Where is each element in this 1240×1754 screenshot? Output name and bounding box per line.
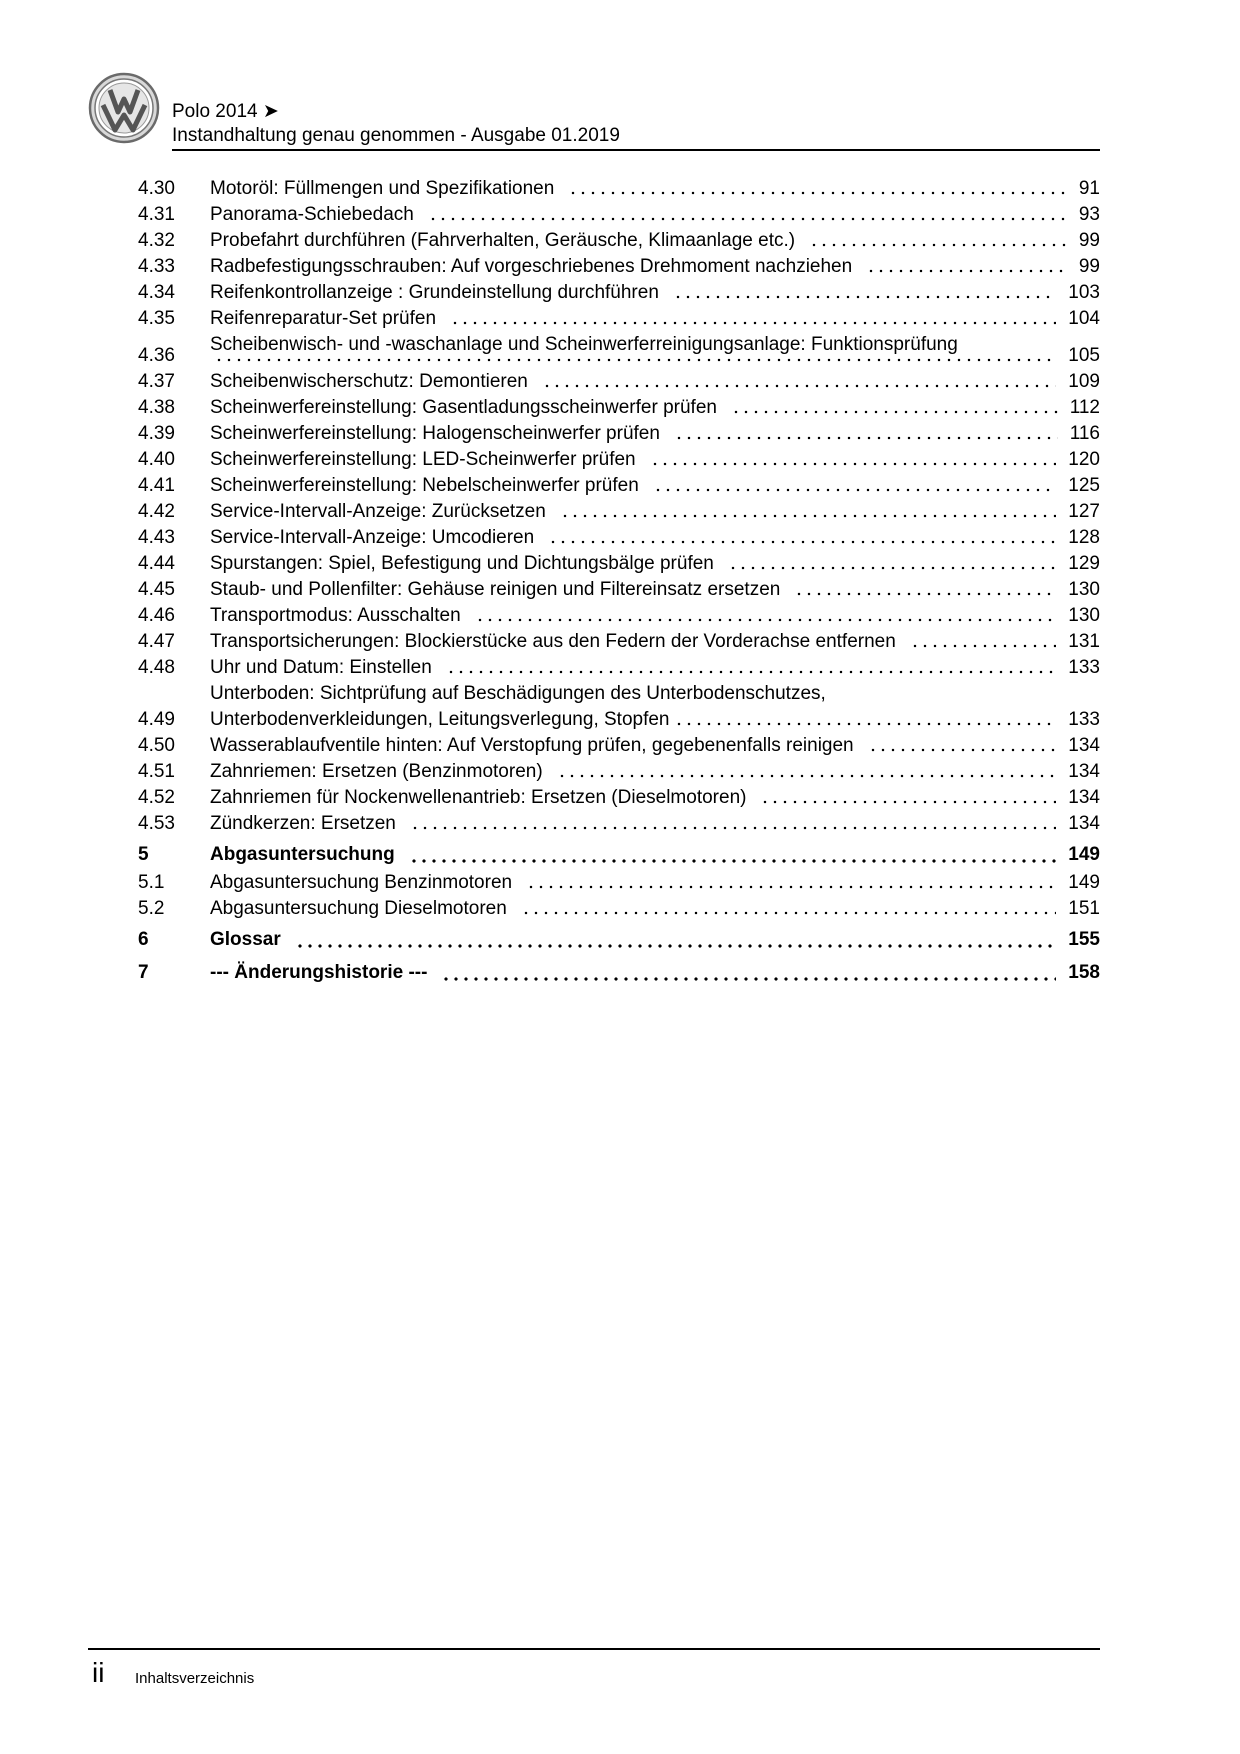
toc-entry-page: 134 xyxy=(1068,761,1100,782)
toc-entry[interactable] xyxy=(138,924,1100,955)
toc-entry-page: 93 xyxy=(1078,204,1100,225)
toc-entry-title-cell xyxy=(210,924,1068,955)
toc-entry-page: 116 xyxy=(1069,423,1100,444)
toc-entry-page: 155 xyxy=(1068,929,1100,950)
dot-leader xyxy=(731,410,1058,414)
toc-entry-title: Abgasuntersuchung xyxy=(210,844,395,865)
dot-leader xyxy=(728,566,1056,570)
toc-entry[interactable] xyxy=(138,839,1100,870)
toc-entry[interactable] xyxy=(138,395,1100,421)
toc-entry[interactable] xyxy=(138,629,1100,655)
toc-entry-page: 131 xyxy=(1068,631,1100,652)
toc-entry-title: Staub- und Pollenfilter: Gehäuse reinigen und Filtereinsatz ersetzen xyxy=(210,579,781,600)
toc-entry[interactable] xyxy=(138,228,1100,254)
toc-entry-page: 99 xyxy=(1078,256,1100,277)
toc-entry-title: Service-Intervall-Anzeige: Umcodieren xyxy=(210,527,535,548)
toc-entry-title: Uhr und Datum: Einstellen xyxy=(210,657,432,678)
toc-entry-number: 4.47 xyxy=(138,631,175,652)
toc-entry-title: Scheinwerfereinstellung: Gasentladungsscheinwerfer prüfen xyxy=(210,397,717,418)
dot-leader xyxy=(446,670,1057,674)
dot-leader xyxy=(653,488,1057,492)
toc-entry-page: 158 xyxy=(1068,962,1100,983)
toc-entry-number: 5.2 xyxy=(138,898,165,919)
toc-entry-title: Radbefestigungsschrauben: Auf vorgeschriebenes Drehmoment nachziehen xyxy=(210,256,853,277)
toc-entry-title: Service-Intervall-Anzeige: Zurücksetzen xyxy=(210,501,546,522)
toc-entry[interactable] xyxy=(138,254,1100,280)
toc-entry-page: 128 xyxy=(1068,527,1100,548)
toc-entry-number: 4.40 xyxy=(138,449,175,470)
dot-leader xyxy=(410,826,1056,830)
toc-entry-title: Reifenkontrollanzeige : Grundeinstellung durchführen xyxy=(210,282,659,303)
vw-logo-icon xyxy=(88,72,160,144)
dot-leader xyxy=(548,540,1056,544)
toc-entry-title: Spurstangen: Spiel, Befestigung und Dichtungsbälge prüfen xyxy=(210,553,714,574)
toc-entry-page: 103 xyxy=(1068,282,1100,303)
toc-entry-title-cell xyxy=(210,254,1079,280)
toc-entry-title: Transportmodus: Ausschalten xyxy=(210,605,461,626)
toc-entry[interactable] xyxy=(138,551,1100,577)
toc-entry-number: 4.33 xyxy=(138,256,175,277)
toc-entry-page: 130 xyxy=(1068,605,1100,626)
dot-leader xyxy=(866,269,1067,273)
toc-entry-number: 4.42 xyxy=(138,501,175,522)
toc-entry-number: 5 xyxy=(138,844,149,865)
toc-entry[interactable] xyxy=(138,473,1100,499)
toc-entry[interactable] xyxy=(138,603,1100,629)
toc-entry-title: Abgasuntersuchung Dieselmotoren xyxy=(210,898,507,919)
toc-entry-number: 4.39 xyxy=(138,423,175,444)
toc-entry-title-cell xyxy=(210,896,1068,922)
toc-entry[interactable] xyxy=(138,369,1100,395)
toc-entry-title: Scheibenwisch- und -waschanlage und Scheinwerferreinigungsanlage: Funktionsprüfung xyxy=(210,334,958,355)
toc-entry-number: 5.1 xyxy=(138,872,165,893)
toc-entry-title-cell xyxy=(210,785,1068,811)
dot-leader xyxy=(441,977,1056,981)
toc-entry-title-cell xyxy=(210,733,1068,759)
toc-entry-number: 4.34 xyxy=(138,282,175,303)
dot-leader xyxy=(214,358,1056,362)
toc-entry[interactable] xyxy=(138,655,1100,681)
dot-leader xyxy=(794,592,1056,596)
toc-entry-page: 130 xyxy=(1068,579,1100,600)
toc-entry-number: 4.32 xyxy=(138,230,175,251)
toc-entry-number: 4.30 xyxy=(138,178,175,199)
toc-entry-title: Probefahrt durchführen (Fahrverhalten, Geräusche, Klimaanlage etc.) xyxy=(210,230,796,251)
dot-leader xyxy=(557,774,1057,778)
toc-entry-number: 4.49 xyxy=(138,709,175,730)
toc-entry-number: 4.53 xyxy=(138,813,175,834)
toc-entry-title: Scheinwerfereinstellung: Nebelscheinwerfer prüfen xyxy=(210,475,639,496)
toc-entry-page: 109 xyxy=(1068,371,1100,392)
header-divider xyxy=(172,149,1100,151)
toc-entry-title-cell xyxy=(210,280,1068,306)
dot-leader xyxy=(428,217,1067,221)
toc-entry-continuation xyxy=(210,707,1068,733)
dot-leader xyxy=(673,295,1056,299)
toc-entry[interactable] xyxy=(138,332,1100,369)
toc-entry-title: Scheinwerfereinstellung: LED-Scheinwerfer prüfen xyxy=(210,449,636,470)
dot-leader xyxy=(295,944,1057,948)
toc-entry-number: 4.52 xyxy=(138,787,175,808)
toc-entry-number: 4.35 xyxy=(138,308,175,329)
dot-leader xyxy=(560,514,1056,518)
toc-entry-title: Reifenreparatur-Set prüfen xyxy=(210,308,437,329)
toc-entry-title-cell xyxy=(210,176,1079,202)
toc-entry-number: 4.37 xyxy=(138,371,175,392)
toc-entry-number: 6 xyxy=(138,929,149,950)
toc-entry-title: Glossar xyxy=(210,929,281,950)
toc-entry-number: 4.44 xyxy=(138,553,175,574)
toc-entry-title-line2: Unterbodenverkleidungen, Leitungsverlegung, Stopfen xyxy=(210,709,670,730)
toc-entry-number: 4.43 xyxy=(138,527,175,548)
toc-entry-number: 4.48 xyxy=(138,657,175,678)
dot-leader xyxy=(809,243,1067,247)
toc-entry[interactable] xyxy=(138,306,1100,332)
toc-entry-number: 4.41 xyxy=(138,475,175,496)
dot-leader xyxy=(521,911,1057,915)
toc-entry-title-cell xyxy=(210,332,1068,369)
toc-entry-page: 134 xyxy=(1068,735,1100,756)
toc-entry-title-cell xyxy=(210,551,1068,577)
toc-entry-page: 133 xyxy=(1068,709,1100,730)
toc-entry-page: 149 xyxy=(1068,872,1100,893)
toc-entry-title-cell xyxy=(210,499,1068,525)
toc-entry-title-cell xyxy=(210,369,1068,395)
toc-entry-title-cell xyxy=(210,447,1068,473)
toc-entry[interactable] xyxy=(138,525,1100,551)
toc-entry-title: Transportsicherungen: Blockierstücke aus den Federn der Vorderachse entfernen xyxy=(210,631,896,652)
toc-entry-number: 4.45 xyxy=(138,579,175,600)
footer-divider xyxy=(88,1648,1100,1650)
toc-entry-title-cell xyxy=(210,957,1068,988)
dot-leader xyxy=(450,321,1056,325)
toc-entry-number: 4.51 xyxy=(138,761,175,782)
dot-leader xyxy=(760,800,1056,804)
toc-entry-title-cell xyxy=(210,839,1068,870)
toc-entry-title: Abgasuntersuchung Benzinmotoren xyxy=(210,872,513,893)
toc-entry-page: 133 xyxy=(1068,657,1100,678)
toc-entry-title-cell xyxy=(210,306,1068,332)
toc-entry-page: 120 xyxy=(1068,449,1100,470)
toc-entry-page: 134 xyxy=(1068,787,1100,808)
dot-leader xyxy=(409,859,1057,863)
dot-leader xyxy=(568,191,1067,195)
toc-entry-title-cell xyxy=(210,473,1068,499)
toc-entry[interactable] xyxy=(138,202,1100,228)
toc-entry-number: 4.38 xyxy=(138,397,175,418)
toc-entry-title-cell xyxy=(210,655,1068,681)
toc-entry-page: 99 xyxy=(1078,230,1100,251)
toc-entry-title-cell xyxy=(210,525,1068,551)
toc-entry[interactable] xyxy=(138,280,1100,306)
toc-entry[interactable] xyxy=(138,421,1100,447)
page-header xyxy=(88,72,1100,150)
document-subtitle: Instandhaltung genau genommen - Ausgabe 01.2019 xyxy=(172,125,620,146)
dot-leader xyxy=(910,644,1056,648)
toc-entry-title: --- Änderungshistorie --- xyxy=(210,962,428,983)
toc-entry-number: 4.46 xyxy=(138,605,175,626)
toc-entry-title: Wasserablaufventile hinten: Auf Verstopfung prüfen, gegebenenfalls reinigen xyxy=(210,735,854,756)
toc-entry-page: 105 xyxy=(1068,345,1100,366)
toc-entry-page: 104 xyxy=(1068,308,1100,329)
toc-entry-page: 127 xyxy=(1068,501,1100,522)
dot-leader xyxy=(542,384,1056,388)
toc-entry-title-cell xyxy=(210,577,1068,603)
toc-entry-page: 151 xyxy=(1068,898,1100,919)
toc-entry[interactable] xyxy=(138,870,1100,896)
toc-entry[interactable] xyxy=(138,681,1100,733)
toc-entry-number: 4.31 xyxy=(138,204,175,225)
toc-entry-number: 4.50 xyxy=(138,735,175,756)
toc-entry-title: Unterboden: Sichtprüfung auf Beschädigungen des Unterbodenschutzes, xyxy=(210,683,826,704)
toc-entry-title-cell xyxy=(210,228,1079,254)
table-of-contents xyxy=(138,176,1100,988)
dot-leader xyxy=(650,462,1057,466)
toc-entry-title: Scheinwerfereinstellung: Halogenscheinwerfer prüfen xyxy=(210,423,660,444)
toc-entry-title-cell xyxy=(210,629,1068,655)
dot-leader xyxy=(526,885,1056,889)
dot-leader xyxy=(674,722,1057,726)
toc-entry-title: Panorama-Schiebedach xyxy=(210,204,414,225)
toc-entry[interactable] xyxy=(138,447,1100,473)
dot-leader xyxy=(475,618,1057,622)
toc-entry-page: 125 xyxy=(1068,475,1100,496)
toc-entry[interactable] xyxy=(138,896,1100,922)
toc-entry-page: 91 xyxy=(1078,178,1100,199)
toc-entry-title: Zahnriemen: Ersetzen (Benzinmotoren) xyxy=(210,761,543,782)
toc-entry[interactable] xyxy=(138,759,1100,785)
toc-entry-title-cell xyxy=(210,870,1068,896)
toc-entry-title-cell xyxy=(210,202,1079,228)
toc-entry[interactable] xyxy=(138,176,1100,202)
toc-entry-page: 129 xyxy=(1068,553,1100,574)
toc-entry-number: 4.36 xyxy=(138,345,175,366)
toc-entry-title: Scheibenwischerschutz: Demontieren xyxy=(210,371,528,392)
toc-entry[interactable] xyxy=(138,577,1100,603)
toc-entry-title: Motoröl: Füllmengen und Spezifikationen xyxy=(210,178,555,199)
toc-entry-title-cell xyxy=(210,811,1068,837)
toc-entry[interactable] xyxy=(138,733,1100,759)
toc-entry-title-cell xyxy=(210,681,1068,733)
toc-entry-title-cell xyxy=(210,421,1070,447)
toc-entry-title-cell xyxy=(210,603,1068,629)
dot-leader xyxy=(868,748,1057,752)
toc-entry-continuation xyxy=(210,358,1068,369)
toc-entry-title-cell xyxy=(210,395,1070,421)
toc-entry[interactable] xyxy=(138,957,1100,988)
toc-entry[interactable] xyxy=(138,811,1100,837)
document-title: Polo 2014 ➤ xyxy=(172,101,279,122)
toc-entry-number: 7 xyxy=(138,962,149,983)
toc-entry[interactable] xyxy=(138,499,1100,525)
toc-entry-title-cell xyxy=(210,759,1068,785)
toc-entry-title: Zündkerzen: Ersetzen xyxy=(210,813,396,834)
footer-section-label: Inhaltsverzeichnis xyxy=(135,1670,255,1687)
toc-entry[interactable] xyxy=(138,785,1100,811)
toc-entry-title: Zahnriemen für Nockenwellenantrieb: Ersetzen (Dieselmotoren) xyxy=(210,787,747,808)
toc-entry-page: 112 xyxy=(1069,397,1100,418)
toc-entry-page: 149 xyxy=(1068,844,1100,865)
dot-leader xyxy=(674,436,1058,440)
page-number: ii xyxy=(92,1657,105,1688)
toc-entry-page: 134 xyxy=(1068,813,1100,834)
